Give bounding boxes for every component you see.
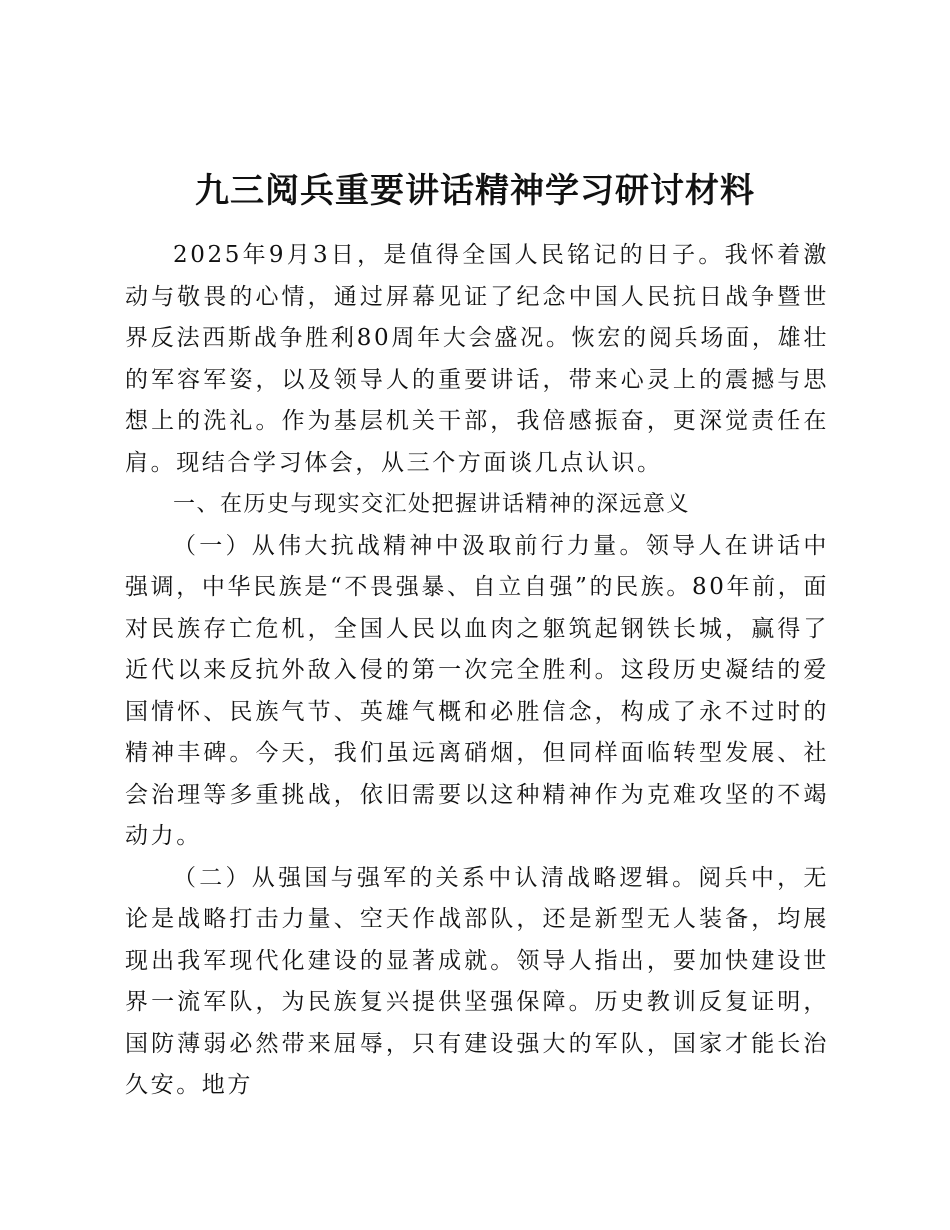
document-body bbox=[125, 235, 829, 1107]
intro-paragraph: 2025年9月3日，是值得全国人民铭记的日子。我怀着激动与敬畏的心情，通过屏幕见证了纪念中国人民抗日战争暨世界反法西斯战争胜利80周年大会盛况。恢宏的阅兵场面，雄壮的军容军姿，以及领导人的重要讲话，带来心灵上的震撼与思想上的洗礼。作为基层机关干部，我倍感振奋，更深觉责任在肩。现结合学习体会，从三个方面谈几点认识。 bbox=[125, 242, 829, 476]
document-title: 九三阅兵重要讲话精神学习研讨材料 bbox=[195, 171, 755, 211]
section1-paragraph-2: （二）从强国与强军的关系中认清战略逻辑。阅兵中，无论是战略打击力量、空天作战部队，还是新型无人装备，均展现出我军现代化建设的显著成就。领导人指出，要加快建设世界一流军队，为民族复兴提供坚强保障。历史教训反复证明，国防薄弱必然带来屈辱，只有建设强大的军队，国家才能长治久安。地方 bbox=[125, 864, 829, 1098]
section1-paragraph-1: （一）从伟大抗战精神中汲取前行力量。领导人在讲话中强调，中华民族是“不畏强暴、自立自强”的民族。80年前，面对民族存亡危机，全国人民以血肉之躯筑起钢铁长城，赢得了近代以来反抗外敌入侵的第一次完全胜利。这段历史凝结的爱国情怀、民族气节、英雄气概和必胜信念，构成了永不过时的精神丰碑。今天，我们虽远离硝烟，但同样面临转型发展、社会治理等多重挑战，依旧需要以这种精神作为克难攻坚的不竭动力。 bbox=[125, 532, 829, 849]
section-heading-1: 一、在历史与现实交汇处把握讲话精神的深远意义 bbox=[173, 492, 691, 517]
